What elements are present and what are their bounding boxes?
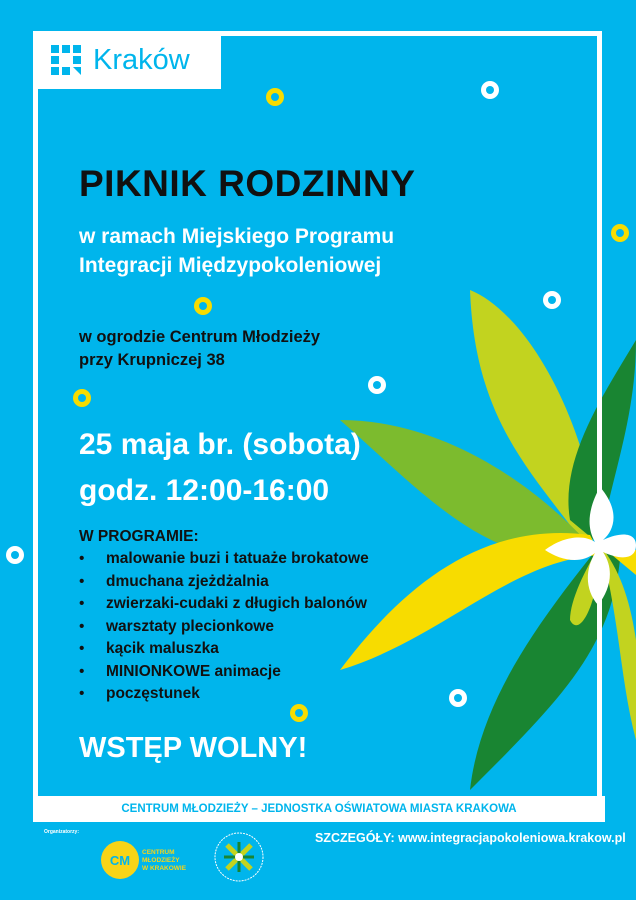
subtitle-line: w ramach Miejskiego Programu [79,225,395,248]
subtitle-line: Integracji Międzypokoleniowej [79,254,382,277]
date-line: 25 maja br. (sobota) [79,428,361,461]
program-item: • malowanie buzi i tatuaże brokatowe [79,550,369,573]
cm-logo-icon [100,840,140,880]
program-item: • kącik maluszka [79,640,369,663]
date-time [79,422,361,514]
program-item: • zwierzaki-cudaki z długich balonów [79,595,369,618]
krakow-crest-icon [51,45,81,75]
cm-logo-text [142,849,186,873]
krakow-logo [33,31,221,89]
cm-line: CENTRUM [142,849,175,856]
location-line: w ogrodzie Centrum Młodzieży [79,328,321,346]
time-line: godz. 12:00-16:00 [79,474,330,507]
program-item: • poczęstunek [79,685,369,708]
small-flower-icon [6,546,24,564]
location-line: przy Krupniczej 38 [79,351,225,369]
poster-title: PIKNIK RODZINNY [79,163,416,204]
organizers-label: Organizatorzy: [44,829,80,835]
program-item: • MINIONKOWE animacje [79,663,369,686]
small-flower-icon [611,224,629,242]
svg-text:CM: CM [109,853,131,868]
program-logo-icon [212,830,267,885]
cm-line: MŁODZIEŻY [142,857,180,864]
program-item: • dmuchana zjeżdżalnia [79,573,369,596]
logo-text: Kraków [93,43,190,76]
details-link[interactable]: SZCZEGÓŁY: www.integracjapokoleniowa.krakow.pl [315,831,626,845]
footer-bar: CENTRUM MŁODZIEŻY – JEDNOSTKA OŚWIATOWA MIASTA KRAKOWA [33,796,605,822]
location [79,326,320,372]
free-entry: WSTĘP WOLNY! [79,732,308,764]
subtitle [79,222,394,280]
program-item: • warsztaty plecionkowe [79,618,369,641]
cm-line: W KRAKOWIE [142,865,187,872]
program [79,528,369,708]
program-heading: W PROGRAMIE: [79,528,199,545]
